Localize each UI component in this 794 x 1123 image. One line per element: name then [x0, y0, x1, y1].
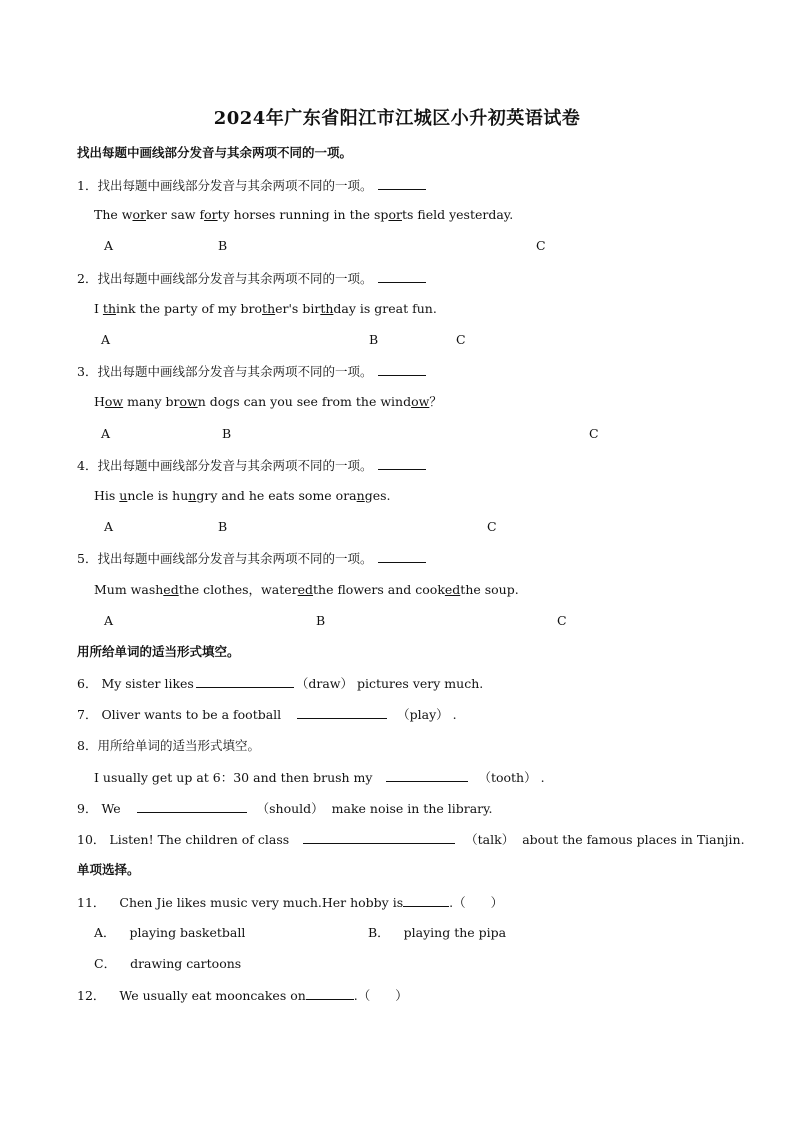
question-2 [77, 270, 428, 287]
answer-bracket: .（ ） [449, 895, 504, 910]
question-9 [77, 800, 493, 817]
underlined-letters-c: or [388, 207, 402, 222]
given-word: （talk） [465, 832, 515, 847]
sentence-3 [94, 394, 442, 410]
text-part: I [94, 301, 103, 316]
underlined-letters-b: ow [179, 394, 198, 409]
answer-blank[interactable] [297, 706, 387, 719]
question-text: I usually get up at 6：30 and then brush my [94, 770, 373, 785]
answer-blank[interactable] [306, 987, 354, 1000]
option-a[interactable] [94, 925, 245, 941]
question-text: My sister likes [101, 676, 194, 691]
section-heading-single-choice: 单项选择。 [77, 862, 140, 877]
underlined-letters-b: th [262, 301, 276, 316]
answer-blank[interactable] [378, 270, 426, 283]
underlined-letters-c: ow [411, 394, 430, 409]
sentence-2 [94, 301, 437, 317]
text-part: His [94, 488, 120, 503]
question-12 [77, 987, 408, 1004]
given-word: （draw） [295, 676, 353, 691]
question-10 [77, 831, 745, 848]
text-part: ？ [429, 394, 442, 409]
question-11 [77, 894, 503, 911]
question-text: Listen! The children of class [109, 832, 290, 847]
answer-blank[interactable] [378, 457, 426, 470]
text-part: H [94, 394, 105, 409]
option-c[interactable]: C [456, 332, 466, 347]
option-letter: A． [94, 925, 116, 940]
underlined-letters-b: or [204, 207, 218, 222]
question-number: 10． [77, 832, 106, 847]
section-heading-pronunciation: 找出每题中画线部分发音与其余两项不同的一项。 [77, 145, 353, 160]
text-part: ker saw f [145, 207, 205, 222]
text-part: many br [123, 394, 180, 409]
question-prompt: 找出每题中画线部分发音与其余两项不同的一项。 [97, 364, 373, 379]
given-word: （should） [256, 801, 324, 816]
answer-blank[interactable] [378, 550, 426, 563]
underlined-letters-c: n [356, 488, 365, 503]
option-a[interactable]: A [101, 332, 111, 347]
question-text-end: . [540, 770, 545, 785]
given-word: （tooth） [478, 770, 537, 785]
question-number: 3． [77, 364, 98, 379]
question-3 [77, 363, 428, 380]
option-c[interactable]: C [589, 426, 599, 441]
question-number: 2． [77, 271, 98, 286]
option-text: playing basketball [129, 925, 246, 940]
answer-blank[interactable] [386, 769, 468, 782]
question-number: 12． [77, 988, 106, 1003]
sentence-5 [94, 582, 519, 598]
question-8 [77, 738, 260, 754]
underlined-letters-c: ed [444, 582, 461, 597]
option-c[interactable] [94, 956, 241, 972]
question-text-end: pictures very much. [356, 676, 484, 691]
question-text-end: make noise in the library. [331, 801, 493, 816]
section-heading-word-forms: 用所给单词的适当形式填空。 [77, 644, 240, 659]
underlined-letters-a: u [119, 488, 128, 503]
option-a[interactable]: A [104, 519, 114, 534]
question-prompt: 找出每题中画线部分发音与其余两项不同的一项。 [97, 178, 373, 193]
answer-blank[interactable] [137, 800, 247, 813]
question-number: 8． [77, 738, 98, 753]
answer-blank[interactable] [378, 177, 426, 190]
question-text: We [101, 801, 121, 816]
answer-bracket: .（ ） [353, 988, 408, 1003]
text-part: ts field yesterday. [401, 207, 514, 222]
question-prompt: 用所给单词的适当形式填空。 [97, 738, 260, 753]
underlined-letters-c: th [320, 301, 334, 316]
option-a[interactable]: A [104, 613, 114, 628]
question-prompt: 找出每题中画线部分发音与其余两项不同的一项。 [97, 271, 373, 286]
option-a[interactable]: A [101, 426, 111, 441]
text-part: gry and he eats some ora [196, 488, 357, 503]
option-c[interactable]: C [536, 238, 546, 253]
text-part: ink the party of my bro [116, 301, 263, 316]
answer-blank[interactable] [303, 831, 455, 844]
question-text-end: about the famous places in Tianjin. [522, 832, 745, 847]
question-number: 4． [77, 458, 98, 473]
text-part: ges. [364, 488, 391, 503]
option-b[interactable]: B [222, 426, 232, 441]
underlined-letters-b: n [188, 488, 197, 503]
option-c[interactable]: C [487, 519, 497, 534]
option-a[interactable]: A [104, 238, 114, 253]
sentence-4 [94, 488, 391, 504]
answer-blank[interactable] [403, 894, 449, 907]
question-text: Chen Jie likes music very much.Her hobby is [119, 895, 404, 910]
underlined-letters-b: ed [297, 582, 314, 597]
underlined-letters-a: or [132, 207, 146, 222]
question-1 [77, 177, 428, 194]
question-number: 11． [77, 895, 106, 910]
option-letter: C． [94, 956, 117, 971]
page-title: 2024年广东省阳江市江城区小升初英语试卷 [213, 108, 581, 129]
text-part: er's bir [275, 301, 321, 316]
question-number: 7． [77, 707, 98, 722]
question-5 [77, 550, 428, 567]
underlined-letters-a: th [102, 301, 116, 316]
text-part: the clothes，water [178, 582, 298, 597]
sentence-1 [94, 207, 513, 223]
underlined-letters-a: ow [104, 394, 124, 409]
option-text: playing the pipa [403, 925, 507, 940]
question-text: We usually eat mooncakes on [119, 988, 306, 1003]
text-part: ncle is hu [127, 488, 189, 503]
question-prompt: 找出每题中画线部分发音与其余两项不同的一项。 [97, 551, 373, 566]
text-part: the soup. [460, 582, 519, 597]
option-b[interactable]: B [218, 519, 228, 534]
sentence-8 [94, 769, 545, 786]
underlined-letters-a: ed [163, 582, 179, 597]
question-number: 5． [77, 551, 98, 566]
question-number: 1． [77, 178, 98, 193]
option-b[interactable]: B [218, 238, 228, 253]
option-b[interactable]: B [369, 332, 379, 347]
option-text: drawing cartoons [130, 956, 242, 971]
question-number: 9． [77, 801, 98, 816]
text-part: The w [94, 207, 133, 222]
option-b[interactable]: B [316, 613, 326, 628]
given-word: （play） [397, 707, 449, 722]
question-text: Oliver wants to be a football [101, 707, 282, 722]
text-part: ty horses running in the sp [217, 207, 389, 222]
option-c[interactable]: C [557, 613, 567, 628]
option-b[interactable] [368, 925, 506, 941]
text-part: day is great fun. [333, 301, 437, 316]
text-part: n dogs can you see from the wind [197, 394, 412, 409]
question-prompt: 找出每题中画线部分发音与其余两项不同的一项。 [97, 458, 373, 473]
answer-blank[interactable] [196, 675, 294, 688]
question-text-end: . [452, 707, 457, 722]
question-7 [77, 706, 457, 723]
text-part: the flowers and cook [313, 582, 445, 597]
option-letter: B． [368, 925, 390, 940]
question-6 [77, 675, 483, 692]
question-number: 6． [77, 676, 98, 691]
text-part: Mum wash [94, 582, 164, 597]
answer-blank[interactable] [378, 363, 426, 376]
question-4 [77, 457, 428, 474]
